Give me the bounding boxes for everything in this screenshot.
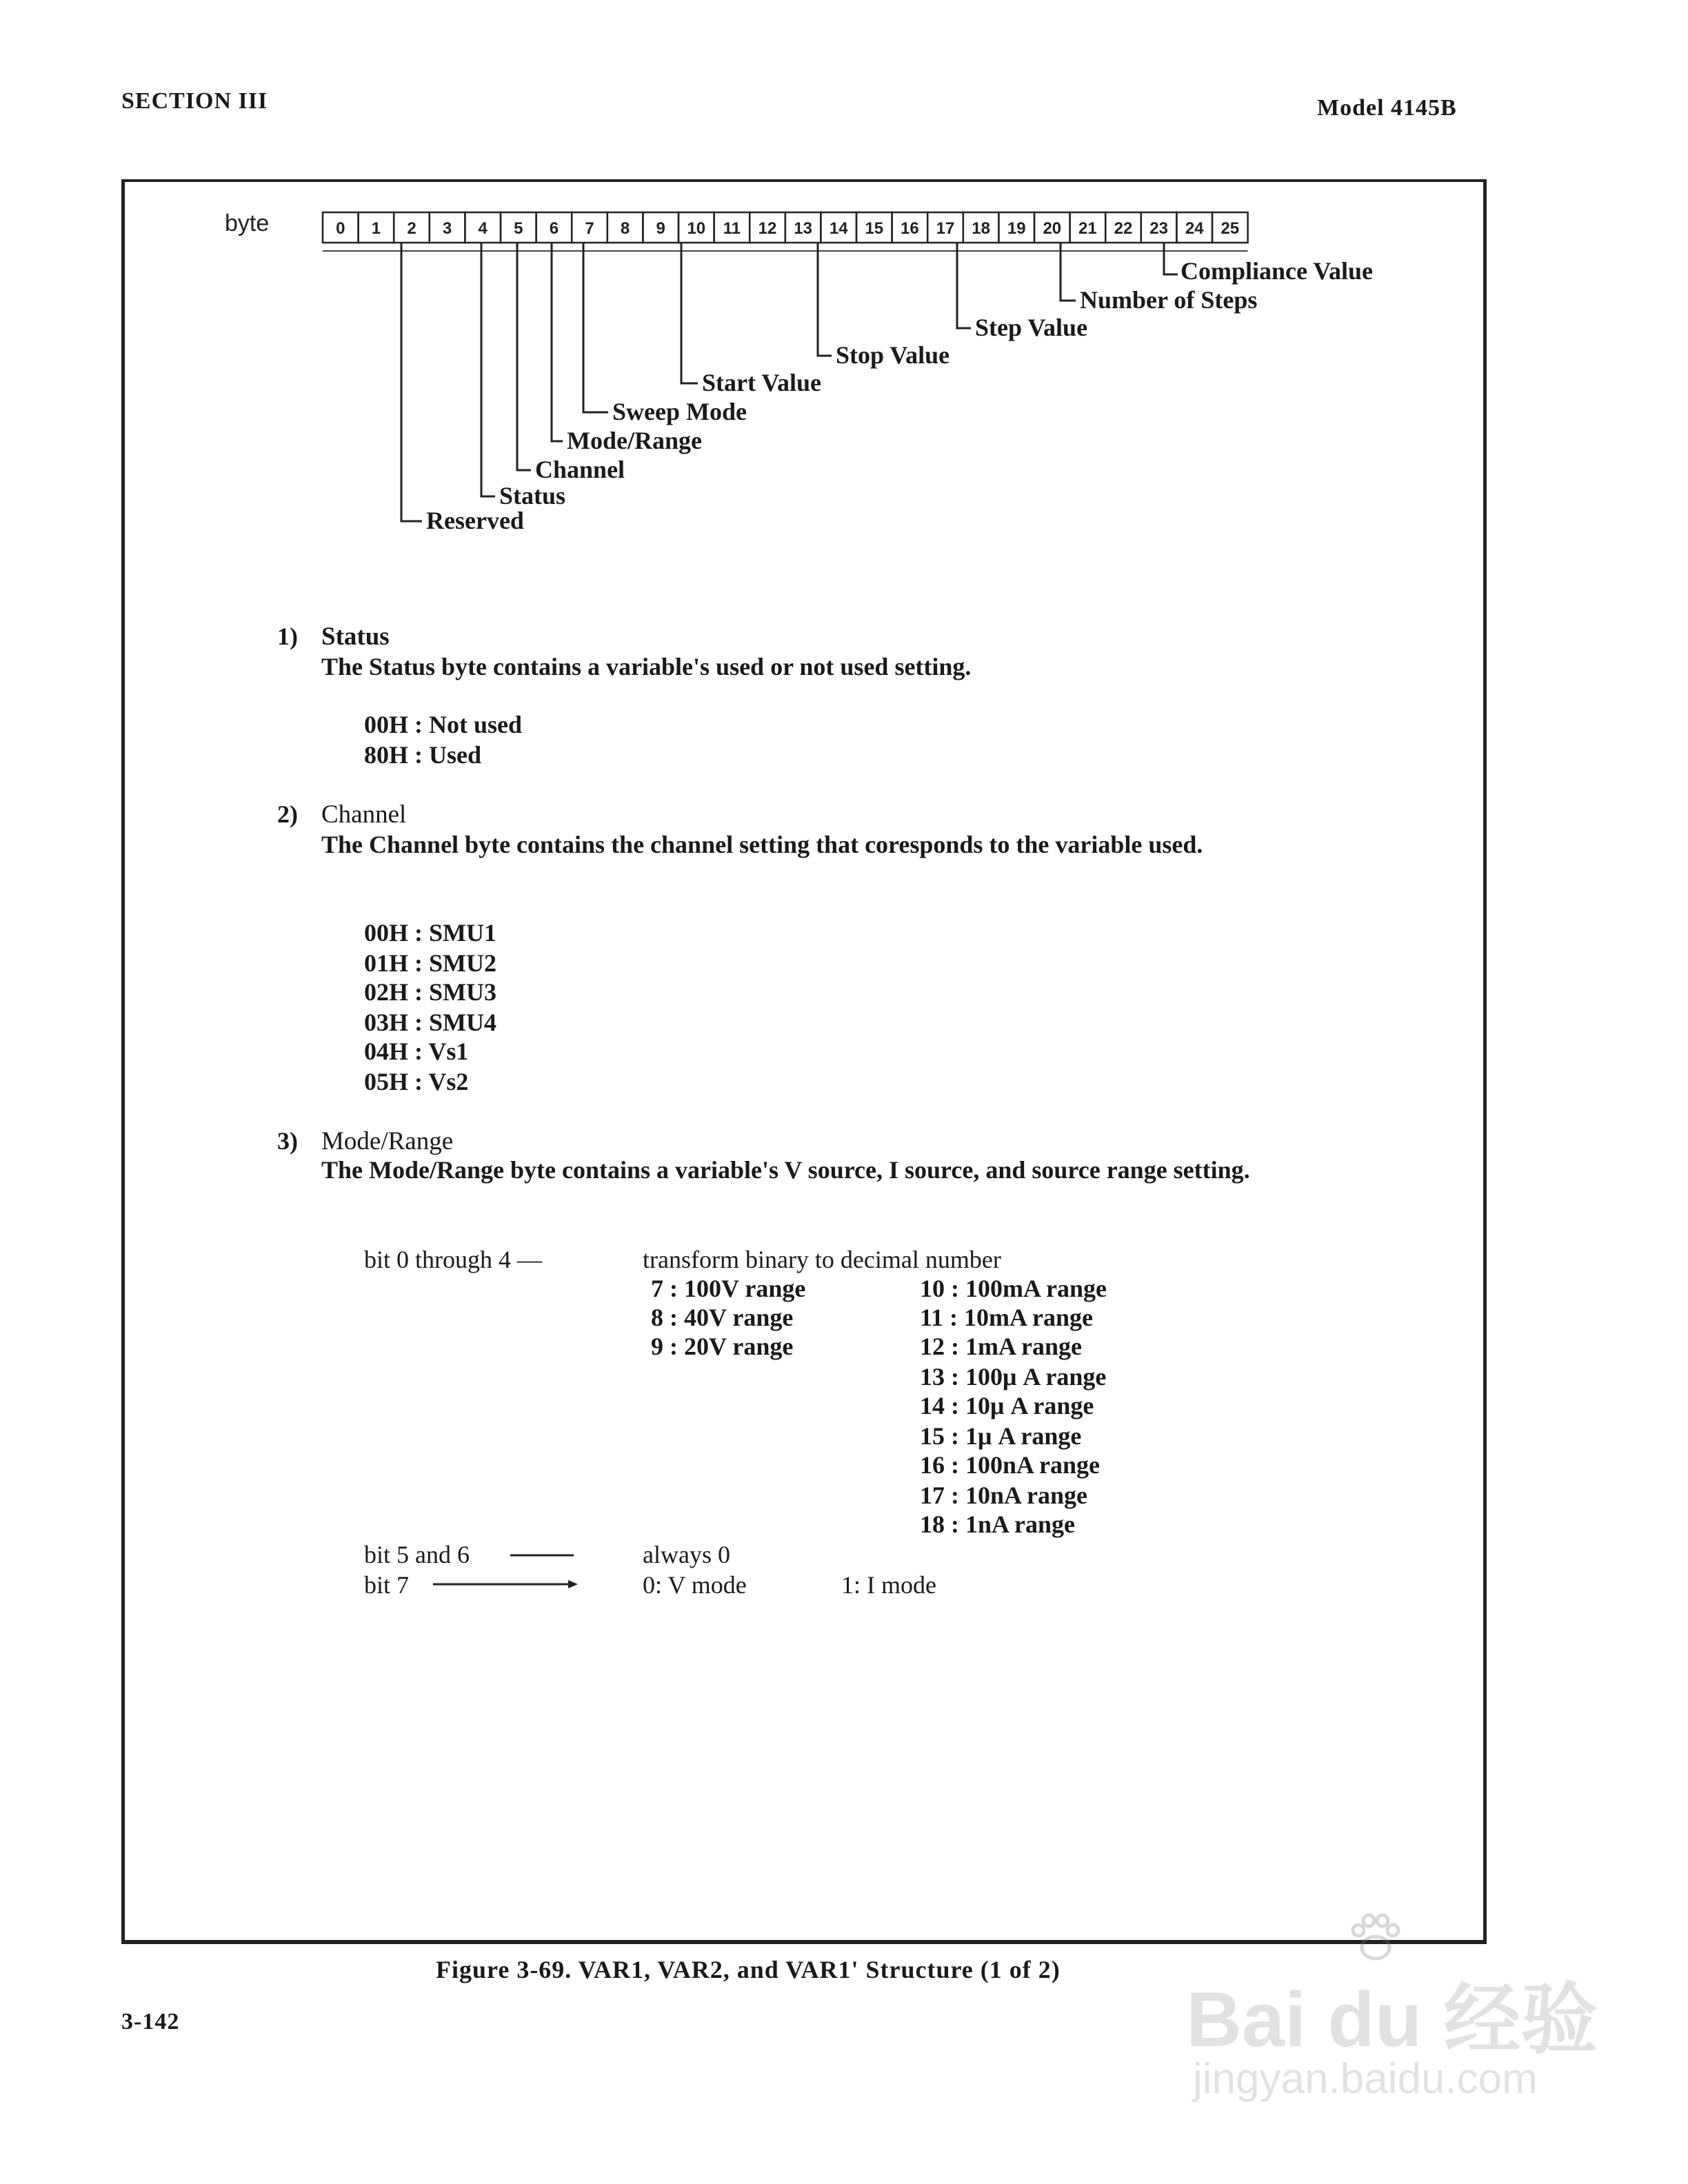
i-range-10ma: 11 : 10mA range <box>920 1304 1093 1331</box>
label-channel: Channel <box>535 456 625 483</box>
channel-code-vs2: 05H : Vs2 <box>364 1068 469 1095</box>
byte-label: byte <box>225 210 270 236</box>
channel-code-vs1: 04H : Vs1 <box>364 1038 469 1065</box>
section-header: SECTION III <box>121 88 268 114</box>
leader-start <box>681 243 698 383</box>
leader-status <box>481 243 495 496</box>
byte-index: 5 <box>514 219 523 238</box>
bit7-arrow <box>430 1569 582 1597</box>
leader-compliance <box>1164 243 1178 274</box>
bit56-dash <box>508 1539 576 1566</box>
i-range-100na: 16 : 100nA range <box>920 1451 1100 1479</box>
bit7-v-mode: 0: V mode <box>643 1571 747 1599</box>
byte-index: 15 <box>865 219 884 238</box>
i-range-1ua: 15 : 1μ A range <box>920 1422 1082 1450</box>
section-number-mode: 3) <box>277 1127 298 1155</box>
label-start-value: Start Value <box>702 369 822 396</box>
channel-code-smu4: 03H : SMU4 <box>364 1009 496 1036</box>
byte-index: 16 <box>901 219 919 238</box>
i-range-10ua: 14 : 10μ A range <box>920 1392 1094 1419</box>
byte-index: 4 <box>478 219 488 238</box>
mode-description: The Mode/Range byte contains a variable's V source, I source, and source range setting. <box>321 1156 1250 1184</box>
byte-index: 22 <box>1114 219 1133 238</box>
byte-index: 8 <box>620 219 630 238</box>
leader-step <box>957 243 971 328</box>
bit04-description: transform binary to decimal number <box>643 1246 1001 1273</box>
label-mode-range: Mode/Range <box>567 427 702 454</box>
label-status: Status <box>499 482 566 509</box>
v-range-20v: 9 : 20V range <box>651 1333 794 1360</box>
byte-index: 21 <box>1078 219 1097 238</box>
paw-logo-icon <box>1345 1910 1407 1965</box>
label-step-value: Step Value <box>975 314 1088 341</box>
watermark-url: jingyan.baidu.com <box>1193 2055 1538 2103</box>
page-number: 3-142 <box>121 2009 180 2034</box>
leader-channel <box>517 243 531 470</box>
byte-index: 12 <box>758 219 777 238</box>
byte-index: 19 <box>1007 219 1026 238</box>
i-range-100ma: 10 : 100mA range <box>920 1275 1107 1302</box>
watermark-brand: Bai du 经验 <box>1186 1976 1598 2063</box>
byte-index: 3 <box>442 219 452 238</box>
channel-description: The Channel byte contains the channel setting that coresponds to the variable used. <box>321 831 1203 858</box>
bit56-description: always 0 <box>643 1541 730 1568</box>
byte-index: 11 <box>723 219 741 238</box>
byte-structure-diagram <box>0 0 1688 565</box>
label-compliance-value: Compliance Value <box>1180 257 1374 285</box>
byte-index: 23 <box>1149 219 1168 238</box>
leader-reserved <box>401 243 422 521</box>
i-range-10na: 17 : 10nA range <box>920 1482 1087 1509</box>
bit7-i-mode: 1: I mode <box>841 1571 936 1599</box>
leader-sweep <box>583 243 608 412</box>
byte-cells <box>323 212 1248 251</box>
channel-code-smu3: 02H : SMU3 <box>364 978 496 1006</box>
i-range-100ua: 13 : 100μ A range <box>920 1363 1107 1391</box>
byte-index: 2 <box>407 219 416 238</box>
byte-index: 18 <box>972 219 990 238</box>
label-stop-value: Stop Value <box>836 341 950 369</box>
label-reserved: Reserved <box>426 507 524 534</box>
byte-index: 17 <box>936 219 955 238</box>
v-range-40v: 8 : 40V range <box>651 1304 794 1331</box>
status-code-used: 80H : Used <box>364 741 481 769</box>
model-header: Model 4145B <box>1317 95 1457 121</box>
leader-stop <box>818 243 832 356</box>
byte-index: 0 <box>336 219 345 238</box>
byte-index: 24 <box>1185 219 1204 238</box>
v-range-100v: 7 : 100V range <box>651 1275 806 1302</box>
byte-index: 25 <box>1220 219 1240 238</box>
channel-code-smu2: 01H : SMU2 <box>364 949 496 977</box>
byte-index: 10 <box>687 219 706 238</box>
byte-index: 20 <box>1043 219 1062 238</box>
section-number-channel: 2) <box>277 800 298 828</box>
status-description: The Status byte contains a variable's used or not used setting. <box>321 653 972 680</box>
byte-index: 1 <box>371 219 381 238</box>
label-sweep-mode: Sweep Mode <box>612 398 747 425</box>
byte-index: 13 <box>794 219 812 238</box>
section-number-status: 1) <box>277 623 298 650</box>
i-range-1ma: 12 : 1mA range <box>920 1333 1082 1360</box>
byte-index: 9 <box>656 219 665 238</box>
channel-code-smu1: 00H : SMU1 <box>364 919 496 947</box>
label-number-of-steps: Number of Steps <box>1080 286 1258 314</box>
leader-mode <box>552 243 563 441</box>
bit7-label: bit 7 <box>364 1571 410 1599</box>
bit56-label: bit 5 and 6 <box>364 1541 470 1568</box>
bit04-label: bit 0 through 4 — <box>364 1246 542 1273</box>
byte-index: 6 <box>549 219 559 238</box>
figure-caption: Figure 3-69. VAR1, VAR2, and VAR1' Structure (1 of 2) <box>436 1956 1061 1983</box>
section-title-status: Status <box>321 623 390 651</box>
section-title-mode: Mode/Range <box>321 1127 454 1155</box>
byte-index: 7 <box>585 219 594 238</box>
i-range-1na: 18 : 1nA range <box>920 1510 1075 1538</box>
byte-index: 14 <box>829 219 848 238</box>
baidu-watermark <box>1186 1910 1598 2116</box>
status-code-not-used: 00H : Not used <box>364 711 523 738</box>
section-title-channel: Channel <box>321 800 407 829</box>
